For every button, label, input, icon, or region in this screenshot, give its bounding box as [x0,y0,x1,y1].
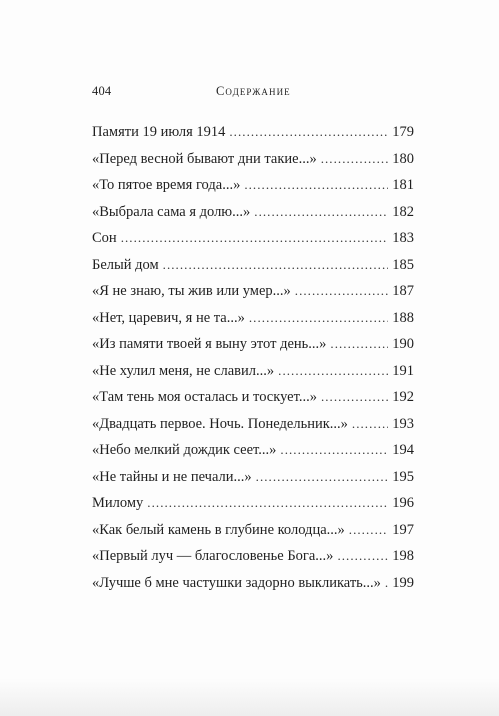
toc-entry-title: «Первый луч — благословенье Бога...» [92,548,334,564]
toc-entry-title: Памяти 19 июля 1914 [92,124,226,140]
toc-entry [92,331,414,358]
toc-entry-title: «Перед весной бывают дни такие...» [92,150,317,167]
toc-entry-page-number: 183 [392,230,414,246]
toc-entry-title: «Я не знаю, ты жив или умер...» [92,283,291,299]
dot-leader [121,225,389,252]
toc-entry-page-number: 179 [392,124,414,140]
dot-leader [147,490,388,517]
toc-entry [92,570,414,597]
toc-entry [92,411,414,438]
toc-entry-page-number: 190 [392,336,414,352]
toc-entry-title: Белый дом [92,256,159,273]
dot-leader [352,411,388,438]
running-head [92,84,414,100]
dot-leader [256,464,389,491]
toc-entry [92,490,414,517]
toc-entry-title: «Не хулил меня, не славил...» [92,362,275,379]
page-number: 404 [92,84,112,98]
toc-entry [92,225,414,252]
toc-entry [92,437,414,464]
toc-entry-page-number: 195 [392,468,414,485]
toc-entry-page-number: 181 [392,177,414,193]
dot-leader [254,199,388,226]
toc-entry-page-number: 187 [392,283,414,299]
toc-entry-title: «Небо мелкий дождик сеет...» [92,442,277,458]
section-title: Содержание [216,84,291,98]
toc-entry [92,358,414,385]
dot-leader [330,331,388,358]
toc-entry [92,464,414,491]
toc-entry-title: Сон [92,230,117,246]
toc-entry [92,146,414,173]
toc-entry-title: «Там тень моя осталась и тоскует...» [92,389,317,405]
toc-entry [92,384,414,411]
toc-entry-title: «Лучше б мне частушки задорно выкликать...» [92,574,381,591]
toc-entry-page-number: 194 [392,442,414,458]
toc-entry-title: «Двадцать первое. Ночь. Понедельник...» [92,415,348,432]
toc-entry [92,543,414,570]
toc-entry-page-number: 180 [392,150,414,167]
toc-entry [92,278,414,305]
toc-entry-page-number: 193 [392,415,414,432]
toc-entry-title: Милому [92,495,144,511]
dot-leader [295,278,388,305]
dot-leader [278,358,388,385]
toc-entry-page-number: 199 [392,574,414,591]
dot-leader [229,119,388,146]
toc-entry [92,172,414,199]
toc-entry-title: «Не тайны и не печали...» [92,468,252,485]
dot-leader [249,305,388,332]
dot-leader [321,384,388,411]
toc-entry-title: «Выбрала сама я долю...» [92,203,251,220]
dot-leader [321,146,389,173]
toc-entry [92,119,414,146]
toc-entry [92,252,414,279]
toc-entry [92,305,414,332]
table-of-contents [92,119,414,596]
toc-entry-page-number: 185 [392,256,414,273]
toc-entry-page-number: 196 [392,495,414,511]
toc-entry [92,517,414,544]
dot-leader [337,543,388,570]
dot-leader [280,437,388,464]
toc-entry [92,199,414,226]
toc-entry-page-number: 188 [392,309,414,326]
toc-entry-page-number: 192 [392,389,414,405]
toc-entry-title: «Из памяти твоей я выну этот день...» [92,336,327,352]
toc-entry-title: «То пятое время года...» [92,177,241,193]
toc-entry-page-number: 197 [392,521,414,538]
toc-entry-title: «Нет, царевич, я не та...» [92,309,245,326]
toc-entry-page-number: 198 [392,548,414,564]
toc-entry-title: «Как белый камень в глубине колодца...» [92,521,345,538]
page-bottom-shadow [0,678,499,716]
toc-entry-page-number: 191 [392,362,414,379]
toc-entry-page-number: 182 [392,203,414,220]
dot-leader [349,517,388,544]
dot-leader [163,252,389,279]
dot-leader [244,172,388,199]
